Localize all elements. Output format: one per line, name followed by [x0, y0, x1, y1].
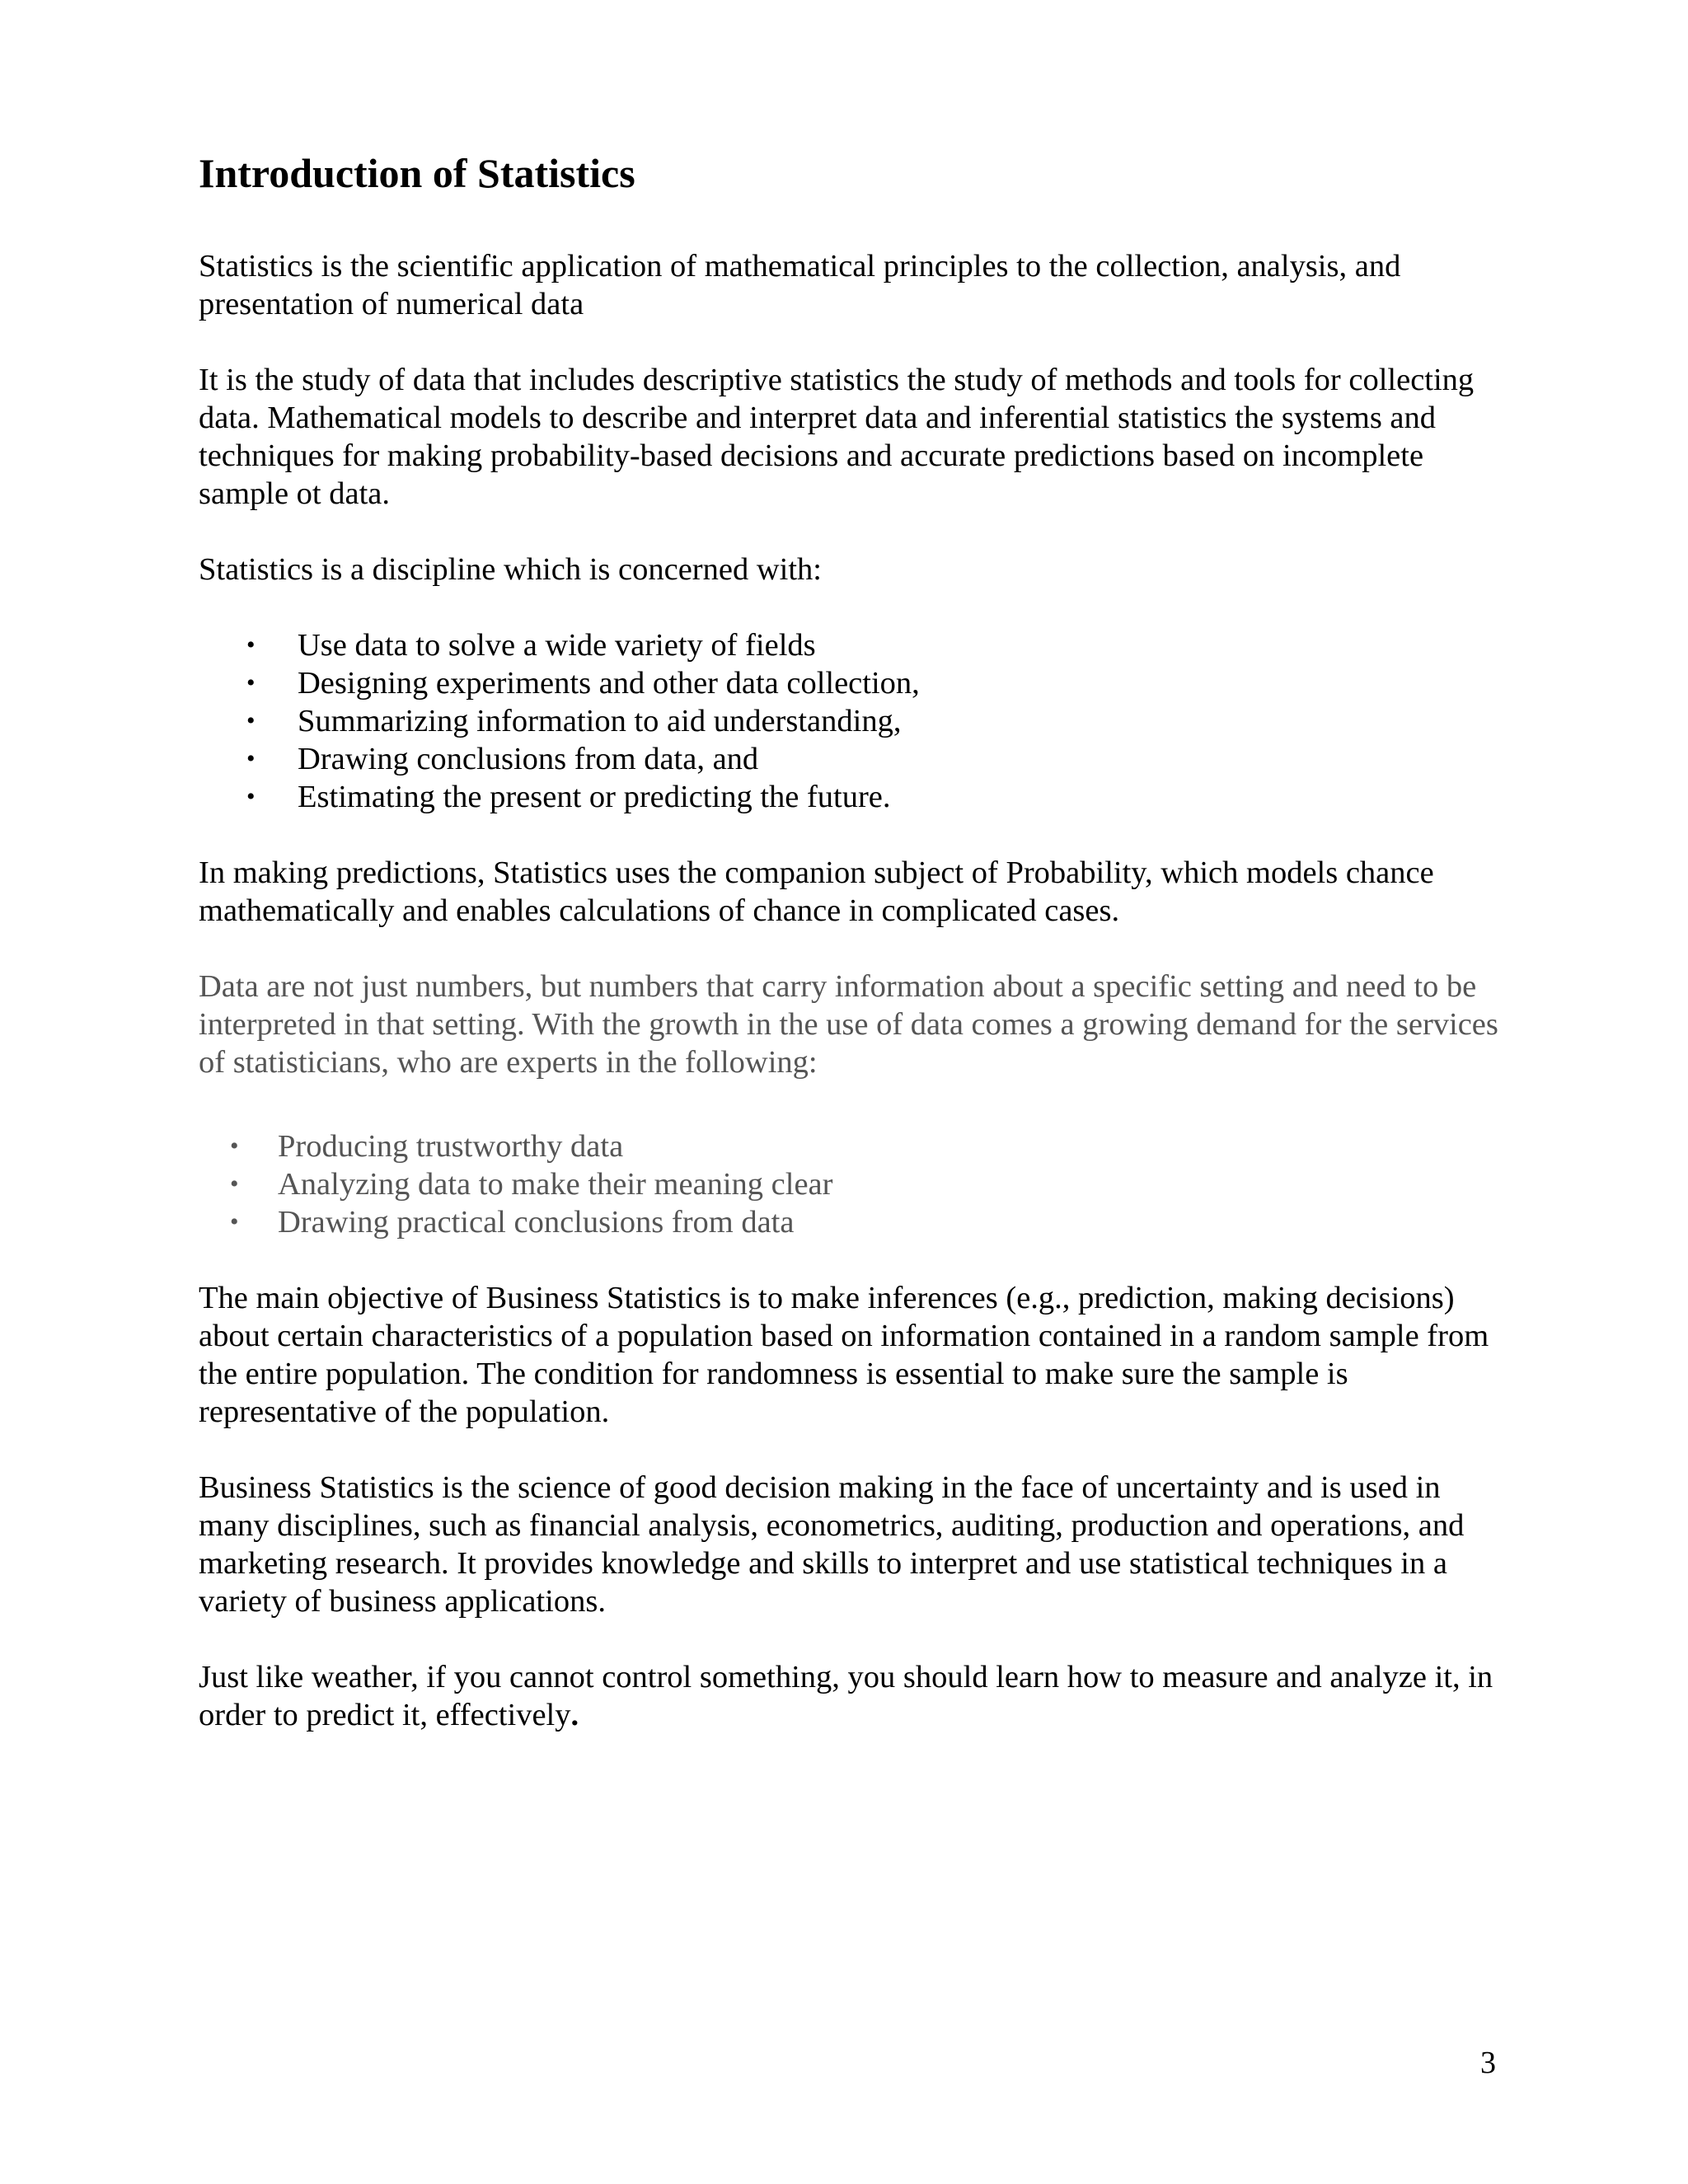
list-item: [199, 778, 1517, 816]
list-item-text: Estimating the present or predicting the future.: [298, 780, 891, 814]
paragraph-predictions: In making predictions, Statistics uses the companion subject of Probability, which models chance mathematically and enables calculations of chance in complicated cases.: [199, 855, 1434, 928]
bullet-icon: •: [246, 669, 256, 696]
list-item-text: Summarizing information to aid understanding,: [298, 704, 902, 738]
paragraph-data-meaning: Data are not just numbers, but numbers that carry information about a specific setting and need to be interpreted in that setting. With the growth in the use of data comes a growing demand for the services of statisticians, who are experts in the following:: [199, 969, 1498, 1080]
paragraph-weather: [199, 1658, 1517, 1734]
list-item: [199, 664, 1517, 702]
list-item: [199, 1165, 1517, 1203]
paragraph-study-of-data: It is the study of data that includes descriptive statistics the study of methods and tools for collecting data. Mathematical models to describe and interpret data and inferential statistics the systems and techniques for making probability-based decisions and accurate predictions based on incomplete sample ot data.: [199, 363, 1475, 511]
paragraph-definition: Statistics is the scientific application of mathematical principles to the collection, analysis, and presentation of numerical data: [199, 249, 1401, 321]
list-item-text: Use data to solve a wide variety of fields: [298, 628, 816, 663]
bullet-icon: •: [230, 1208, 239, 1235]
list-item: [199, 1127, 1517, 1165]
list-item-text: Designing experiments and other data collection,: [298, 666, 920, 701]
paragraph-discipline-intro: Statistics is a discipline which is concerned with:: [199, 552, 822, 587]
bullet-icon: •: [230, 1170, 239, 1197]
page-title: Introduction of Statistics: [199, 150, 635, 196]
list-item: [199, 626, 1517, 664]
bullet-icon: •: [246, 745, 256, 772]
paragraph-weather-period: .: [570, 1698, 579, 1732]
list-item-text: Drawing practical conclusions from data: [278, 1205, 795, 1240]
paragraph-business-statistics: Business Statistics is the science of good decision making in the face of uncertainty and is used in many disciplines, such as financial analysis, econometrics, auditing, production and operations, and marketing research. It provides knowledge and skills to interpret and use statistical techniques in a variety of business applications.: [199, 1470, 1465, 1619]
page-content: [199, 148, 1517, 1772]
list-item-text: Drawing conclusions from data, and: [298, 742, 759, 776]
bullet-icon: •: [230, 1132, 239, 1160]
list-item: [199, 740, 1517, 778]
page-number: 3: [1480, 2046, 1496, 2080]
statistician-skills-list: [199, 1127, 1517, 1241]
paragraph-main-objective: The main objective of Business Statistics is to make inferences (e.g., prediction, making decisions) about certain characteristics of a population based on information contained in a random sample from the entire population. The condition for randomness is essential to make sure the sample is representative of the population.: [199, 1281, 1489, 1429]
list-item: [199, 702, 1517, 740]
bullet-icon: •: [246, 783, 256, 810]
list-item-text: Analyzing data to make their meaning clear: [278, 1167, 833, 1202]
bullet-icon: •: [246, 631, 256, 658]
list-item-text: Producing trustworthy data: [278, 1129, 624, 1164]
list-item: [199, 1203, 1517, 1241]
bullet-icon: •: [246, 707, 256, 734]
concerns-list: [199, 626, 1517, 816]
paragraph-weather-text: Just like weather, if you cannot control something, you should learn how to measure and analyze it, in order to predict it, effectively: [199, 1660, 1493, 1732]
